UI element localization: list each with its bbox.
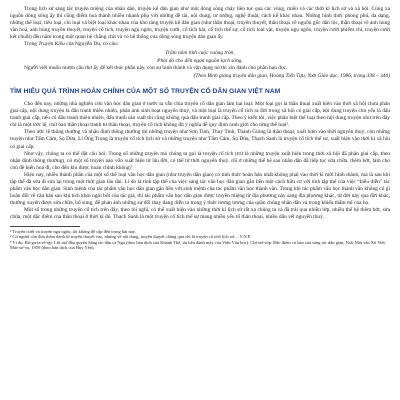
source-citation: (Theo Bình giảng truyện dân gian, Hoàng Tiến Tựu, Nxb Giáo dục, 1986, trang 338 – 340) — [193, 72, 390, 79]
footnote-1: ¹ Truyện cười và truyện ngụ ngôn, tôi không đề cập đến trong bài này. — [10, 228, 136, 234]
body-paragraph-1: Cho đến nay, những nhà nghiên cứu văn học dân gian ở nước ta vẫn chia truyện cổ dân gian làm hai loại: Một loại gọi là thần thoại xuất hiện vào thời xã hội chưa phân giai cấp, nội dung truyện là đấu tranh thiên nhiên, phản ánh sinh hoạt nguyên thuỷ, và một loại là truyện cổ tích ra đời trong xã hội có giai cấp, nội dung truyện chủ yếu là đấu tranh giai cấp, nếu có đấu tranh thiên nhiên, đấu tranh sản xuất thì cũng không qua đấu tranh giai cấp. Theo ý kiến tôi, việc phân biệt thể loại theo nội dung truyện như trên đây chỉ là một ước lệ, chứ bao thần thoại tranh tư thần thoại, truyện cổ tích không đủ ý nghĩa để quy định ranh giới cho từng thể loại². — [10, 100, 390, 129]
verse-line-1: Trăm năm tình cuộc vuông tròn, — [165, 49, 235, 56]
footnote-2: ² Có người còn đưa thêm danh từ truyền thuyết vào, nhưng về nội dung, truyền thuyết chẳng qua chỉ là truyện cổ tích lịch sử. – V.N.P. — [10, 234, 251, 240]
intro-p2-work-title: Truyện Kiều — [38, 41, 65, 48]
footnote-divider — [10, 226, 80, 227]
intro-paragraph-1: Trong lịch sử sáng tác truyện miệng của nhân dân, truyện kể dân gian như một dòng sông chảy liên tục qua các vùng, miền và các thời kì lịch sử và xã hội. Cùng xa nguồn dòng sông ấy thì cũng điểm hoà thành nhiều nhánh phụ với những đề tài, nội dung, tư tưởng, nghệ thuật, cách kể khác nhau. Những hình thức phong phú, đa dạng, những thể loại, tiểu loại, chi loại và biệt loại khác nhau của kho tàng truyện kể dân gian (như thần thoại, truyền thuyết, thần thoại về nguồn gốc dân tộc, thần thoại về anh hùng văn hoá, anh hùng truyền thuyết, truyện cổ tích, truyện ngụ ngôn, truyện cười, cổ tích hài, cổ tích thế sự, cổ tích loài vật, truyện ngụ ngôn, truyện cười phiếm chỉ, truyện cười kết chuỗi) đều nằm trong một quan hệ chằng chịt và có hệ thống của dòng sông truyện dân gian ấy. — [10, 6, 390, 41]
verse-line-2: Phải dò cho đến ngọn nguồn lạch sông. — [157, 57, 243, 64]
body-paragraph-3: Như vậy, chúng ta có thể đặt câu hỏi: Trong số những truyện mà chúng ta gọi là truyện cổ tích (trừ là những truyện xuất hiện trong thời xã hội đã phân giai cấp, theo nhận định thông thường), có một số truyện nào vốn xuất hiện từ lâu đời, có thể từ thời nguyên thuỷ, rồi ở những thế hệ sau nhân dân đã tiếp tục sửa chữa, thêm bớt, làm cho chủ đề biến hoá đi, cho đến khi được hoàn chỉnh không? — [10, 150, 390, 171]
section-heading: TÌM HIỂU QUÁ TRÌNH HOÀN CHỈNH CỦA MỘT SỐ TRUYỆN CỔ DÂN GIAN VIỆT NAM — [10, 87, 281, 95]
footnote-3: ³ Ví dụ. Bổ-ga-ta-rê-ợp: Lời nói đầu quyển Sáng tác dân ca Nga (theo bản dịch của Khánh Thế, tài liệu dành máy của Viện Văn học). Chi-stê-rốp: Đặc điểm cơ bản của sáng tác dân gian, Nxb Nhà văn Xô Viết, Mát-xơ-va, 1959 (theo bản dịch của Huy Yên). — [10, 239, 386, 251]
intro-paragraph-2 — [10, 41, 390, 48]
body-paragraph-4: Hiện nay, nhiều thành phần của một số thể loại văn học dân gian (như truyện dân gian) có tính thức hoàn hảo nhất không phải vào thời kì mới hình thành, mà là sau khi tập thể đã sửa đi sửa lại trong một thời gian lâu dài. Lí do là tính tập thể của việc sáng tác văn học dân gian gắn liền một cách hữu cơ với tính tập thể của việc “biểu diễn” tác phẩm văn học dân gian. Sinh mệnh của tác phẩm văn học dân gian gắn liền với sinh mệnh của tác phẩm văn học thành văn. Trong khi tác phẩm văn học thành văn không có gì hoàn đổi về căn bản sau khi tích khỏi ngòi bút của tác giả, thì tác phẩm văn học dân gian được truyền miệng từ địa phương này sang địa phương khác, từ đời này qua đời khác, thường xuyên được sửa chữa, bổ sung, để phản ánh những sự đổi thay đang diễn ra trong ý thức tương tương của quần chúng nhân dân và trong khiếu thẩm mĩ của họ. — [10, 171, 390, 207]
intro-paragraph-3: Người viết muốn mượn câu thơ ấy để kết thúc phần này, còn sự hình thành và vận dụng nó thì xin dành cho phần bạn đọc. — [24, 64, 288, 71]
intro-p2-prefix: Trong — [24, 41, 39, 48]
body-paragraph-5: Một số trong những truyện cổ tích trên đây, theo tôi nghĩ, có thể xuất hiện vào những thời kì lịch sử rất xa chúng ta và đã trải qua nhiều lớp, nhiều thế hệ thêm bớt, sửa chữa, một đặc điểm của thần thoại ở thời kì đó. Thạch Sanh là một truyện cổ tích thế sự mang nhiều yếu tố thần thoại, nhiều dấu vết nguyên thuỷ. — [10, 207, 390, 221]
intro-p2-suffix: của Nguyễn Du, có câu: — [64, 41, 119, 48]
body-paragraph-2: Theo ước lệ thông thường và nhận định thông thường thì những truyện như Sơn Tinh, Thuỷ Tinh, Thánh Gióng là thần thoại, xuất hiện vào thời nguyên thuỷ, còn những truyện như Tấm Cám, Sọ Dừa, Lí Ông Trọng là truyện cổ tích lịch sử và những truyện như Tấm Cám, Sọ Dừa, Thạch Sanh là truyện cổ tích thế sự, xuất hiện vào thời kì xã hội có giai cấp. — [10, 129, 390, 150]
